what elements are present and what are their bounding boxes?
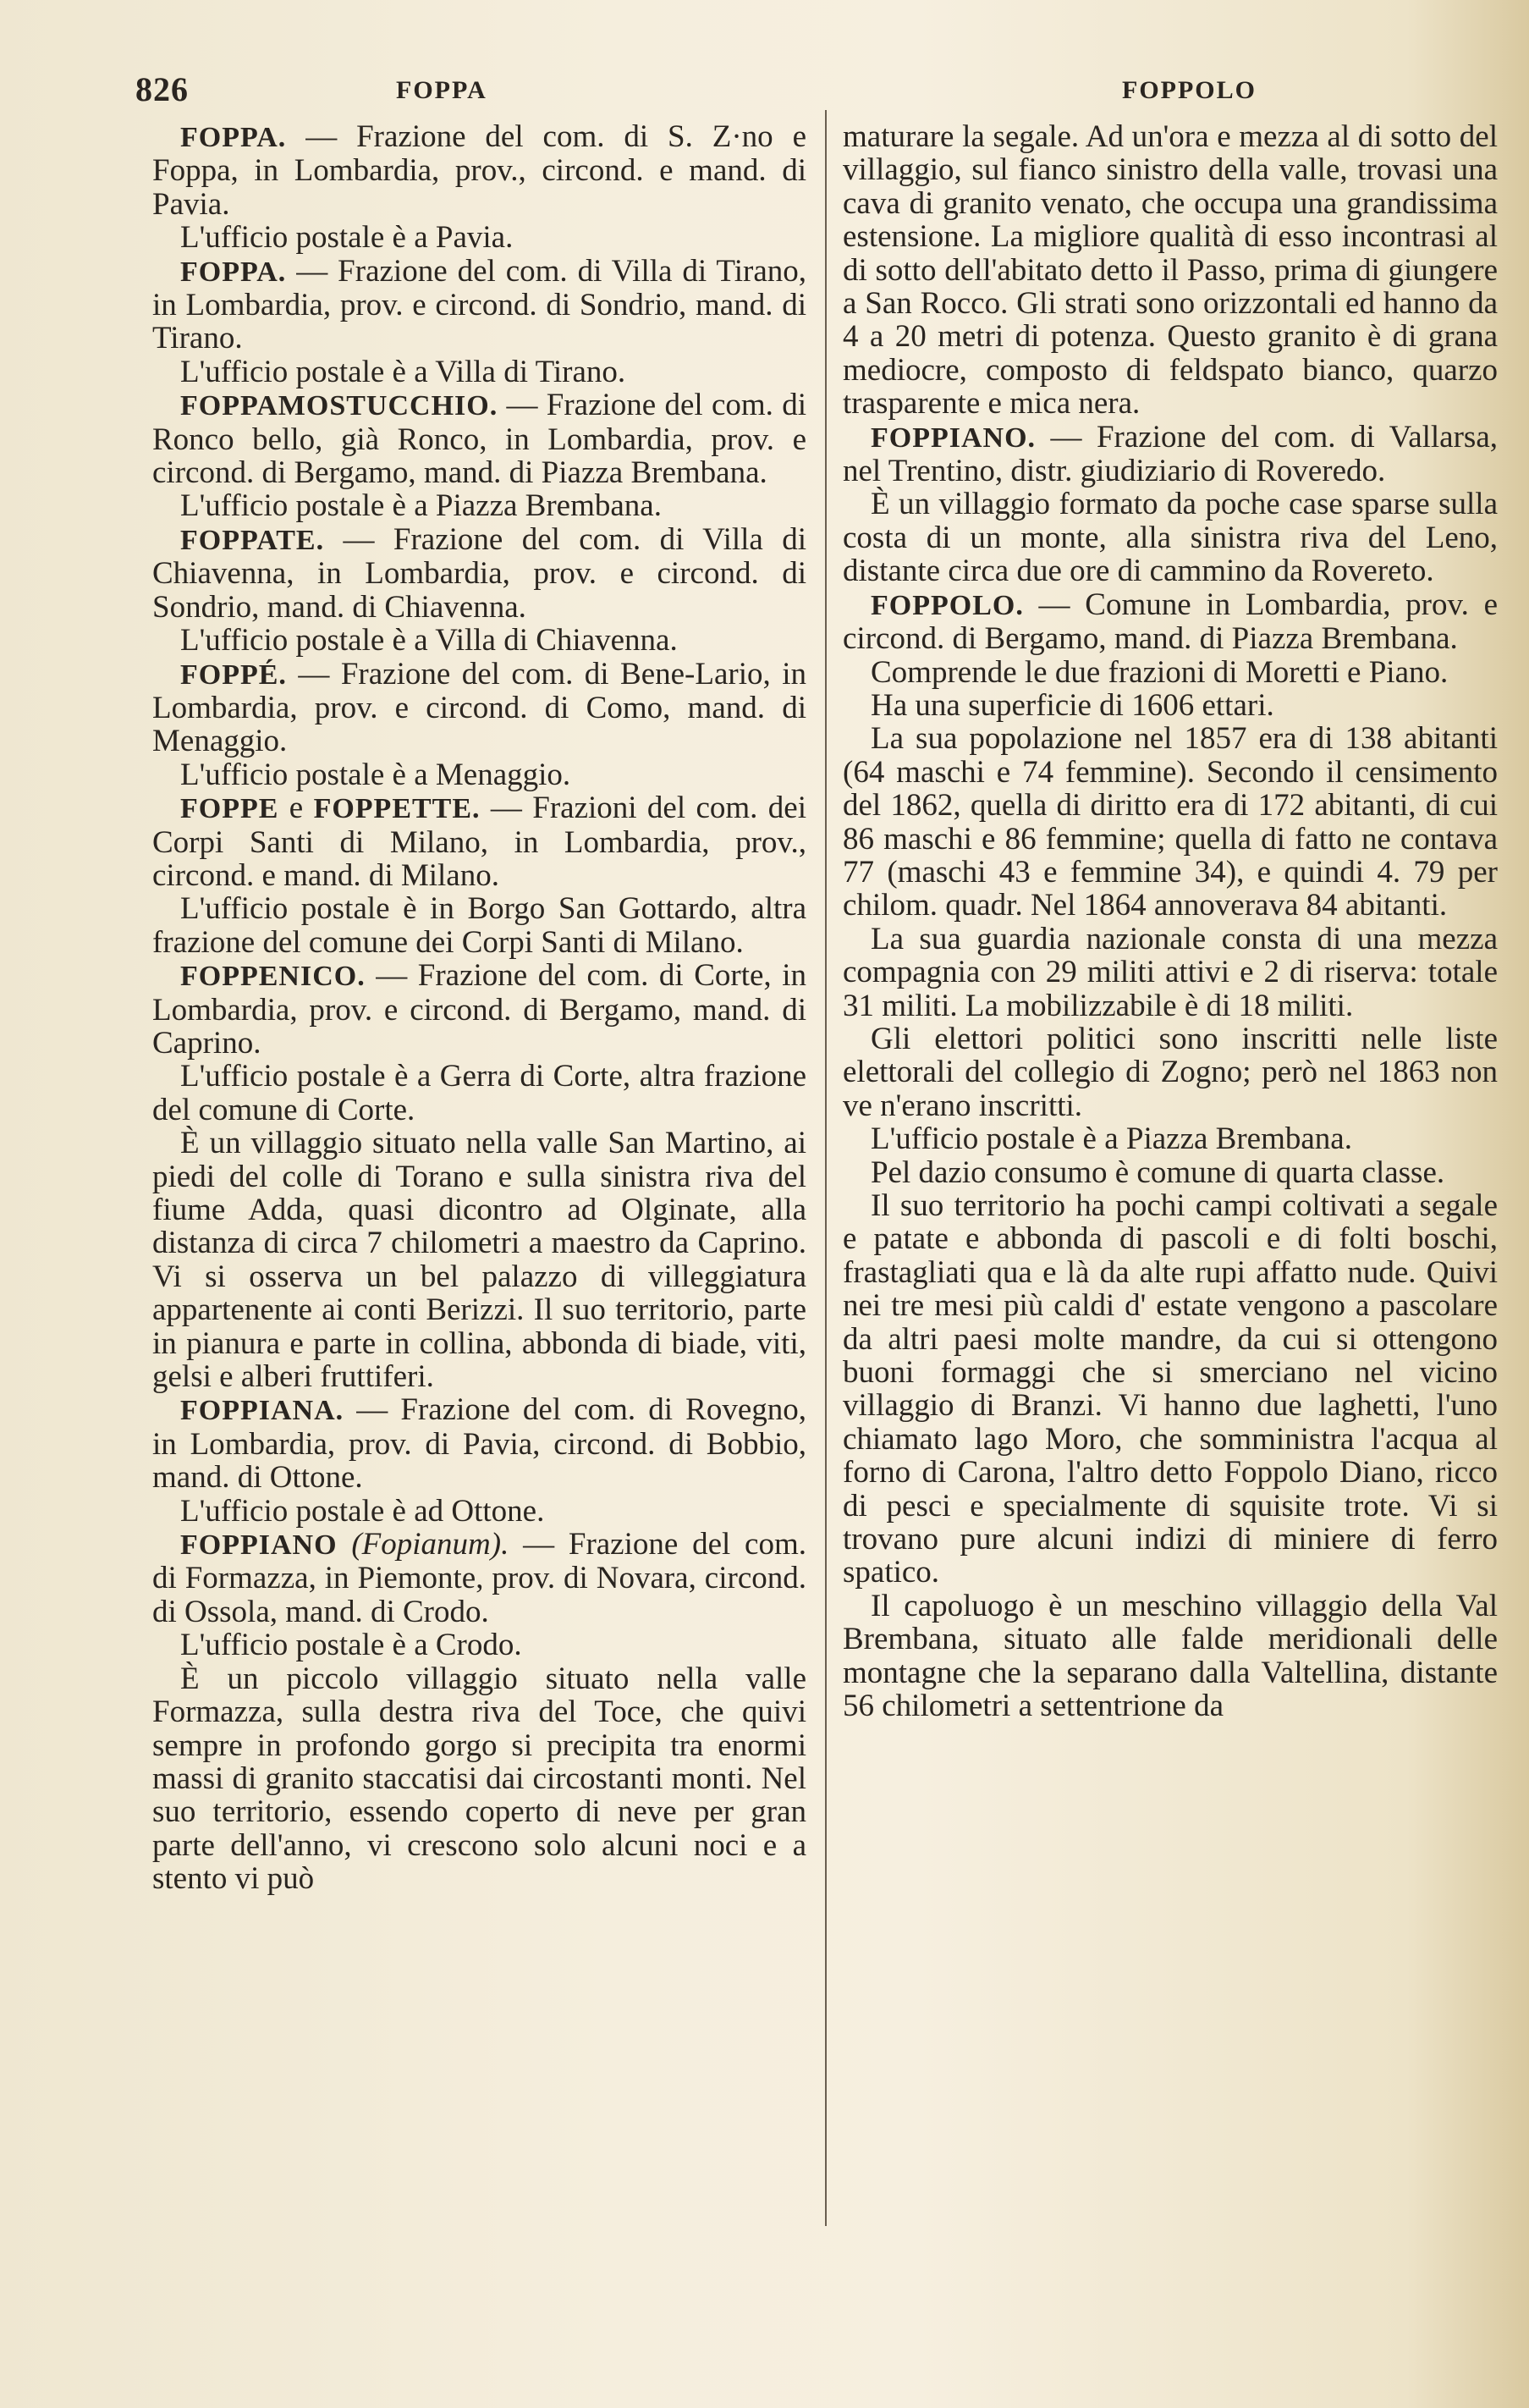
text-paragraph	[152, 1628, 806, 1661]
entry-paragraph	[152, 255, 806, 355]
entry-paragraph	[152, 1528, 806, 1628]
entry-term: FOPPA.	[180, 256, 287, 288]
entry-term: FOPPAMOSTUCCHIO.	[180, 390, 498, 422]
paragraph-text: Comprende le due frazioni di Moretti e Piano.	[871, 654, 1449, 690]
paragraph-text: La sua guardia nazionale consta di una mezza compagnia con 29 militi attivi e 2 di riserva: totale 31 militi. La mobilizzabile è di 18 militi.	[843, 921, 1498, 1023]
entry-term: FOPPIANO.	[871, 422, 1037, 454]
page-number: 826	[135, 70, 189, 108]
text-paragraph	[152, 624, 806, 657]
entry-term: FOPPOLO.	[871, 589, 1024, 621]
paragraph-text: L'ufficio postale è a Piazza Brembana.	[871, 1121, 1352, 1157]
text-paragraph	[152, 355, 806, 388]
paragraph-text: L'ufficio postale è a Crodo.	[180, 1628, 522, 1663]
paragraph-text: L'ufficio postale è a Gerra di Corte, altra frazione del comune di Corte.	[152, 1059, 806, 1127]
paragraph-text: La sua popolazione nel 1857 era di 138 abitanti (64 maschi e 74 femmine). Secondo il censimento del 1862, quella di diritto era di 172 abitanti, di cui 86 maschi e 86 femmine; quella di fatto ne contava 77 (maschi 43 e femmine 34), e quindi 4. 79 per chilom. quadr. Nel 1864 annoverava 84 abitanti.	[843, 721, 1498, 923]
entry-text: — Frazione del com. di Bene-Lario, in Lombardia, prov. e circond. di Como, mand. di Menaggio.	[152, 656, 806, 759]
text-paragraph	[152, 1060, 806, 1127]
text-paragraph	[152, 1662, 806, 1896]
entry-text: — Frazione del com. di Vallarsa, nel Trentino, distr. giudiziario di Roveredo.	[843, 419, 1498, 489]
entry-term: FOPPE	[180, 793, 279, 825]
entry-term: FOPPETTE.	[313, 793, 481, 825]
entry-paragraph	[152, 120, 806, 221]
entry-term: FOPPENICO.	[180, 961, 366, 993]
right-column	[843, 120, 1498, 1723]
entry-text: — Frazione del com. di Villa di Chiavenna, in Lombardia, prov. e circond. di Sondrio, mand. di Chiavenna.	[152, 521, 806, 625]
entry-paragraph	[152, 959, 806, 1060]
text-paragraph	[843, 722, 1498, 922]
text-paragraph	[843, 120, 1498, 421]
paragraph-text: Il suo territorio ha pochi campi coltivati a segale e patate e abbonda di pascoli e di folti boschi, frastagliati qua e là da alte rupi affatto nude. Quivi nei tre mesi più caldi d' estate vengono a pascolare da altri paesi molte mandre, da cui si ottengono buoni formaggi che si smerciano nel vicino villaggio di Branzi. Vi hanno due laghetti, l'uno chiamato lago Moro, che somministra l'acqua al forno di Carona, l'altro detto Foppolo Diano, ricco di pesci e specialmente di squisite trote. Vi si trovano pure alcuni indizi di miniere di ferro spatico.	[843, 1188, 1498, 1590]
entry-term: FOPPÉ.	[180, 658, 287, 691]
text-paragraph	[843, 656, 1498, 689]
paragraph-text: L'ufficio postale è a Villa di Tirano.	[180, 354, 626, 389]
entry-paragraph	[152, 658, 806, 758]
text-paragraph	[843, 1022, 1498, 1122]
text-paragraph	[843, 488, 1498, 587]
entry-text: — Frazioni del com. dei Corpi Santi di Milano, in Lombardia, prov., circond. e mand. di Milano.	[152, 791, 806, 893]
paragraph-text: L'ufficio postale è a Villa di Chiavenna.	[180, 623, 678, 658]
paragraph-text: Gli elettori politici sono inscritti nelle liste elettorali del collegio di Zogno; però nel 1863 non ve n'erano inscritti.	[843, 1021, 1498, 1123]
text-paragraph	[843, 689, 1498, 722]
entry-term: FOPPA.	[180, 122, 287, 153]
text-paragraph	[843, 1122, 1498, 1155]
paragraph-text: L'ufficio postale è a Menaggio.	[180, 757, 571, 792]
entry-text: — Frazione del com. di Ronco bello, già Ronco, in Lombardia, prov. e circond. di Bergamo, mand. di Piazza Brembana.	[152, 388, 806, 491]
entry-text: — Frazione del com. di S. Z·no e Foppa, in Lombardia, prov., circond. e mand. di Pavia.	[152, 119, 806, 222]
text-paragraph	[843, 1189, 1498, 1590]
paragraph-text: È un villaggio situato nella valle San Martino, ai piedi del colle di Torano e sulla sinistra riva del fiume Adda, quasi dicontro ad Olginate, alla distanza di circa 7 chilometri a maestro da Caprino. Vi si osserva un bel palazzo di villeggiatura appartenente ai conti Berizzi. Il suo territorio, parte in pianura e parte in collina, abbonda di biade, viti, gelsi e alberi fruttiferi.	[152, 1126, 806, 1395]
text-paragraph	[152, 489, 806, 522]
text-paragraph	[152, 1495, 806, 1528]
entry-text: — Frazione del com. di Villa di Tirano, in Lombardia, prov. e circond. di Sondrio, mand. di Tirano.	[152, 253, 806, 356]
entry-text: e	[278, 791, 314, 826]
entry-term: FOPPIANA.	[180, 1395, 344, 1427]
page-header	[135, 69, 1489, 112]
entry-paragraph	[843, 421, 1498, 488]
entry-term: FOPPIANO	[180, 1529, 338, 1562]
entry-term: FOPPATE.	[180, 524, 325, 556]
left-running-head: FOPPA	[396, 76, 487, 104]
entry-text: — Frazione del com. di Rovegno, in Lombardia, prov. di Pavia, circond. di Bobbio, mand. di Ottone.	[152, 1392, 806, 1496]
paragraph-text: Ha una superficie di 1606 ettari.	[871, 687, 1274, 723]
entry-paragraph	[152, 388, 806, 489]
paragraph-text: Il capoluogo è un meschino villaggio della Val Brembana, situato alle falde meridionali delle montagne che la separano dalla Valtellina, distante 56 chilometri a settentrione da	[843, 1588, 1498, 1724]
text-paragraph	[152, 1127, 806, 1393]
column-divider	[825, 110, 827, 2226]
entry-paragraph	[152, 791, 806, 892]
entry-paragraph	[152, 1393, 806, 1494]
entry-paragraph	[843, 588, 1498, 656]
text-paragraph	[843, 923, 1498, 1022]
entry-text: — Frazione del com. di Corte, in Lombardia, prov. e circond. di Bergamo, mand. di Caprino.	[152, 958, 806, 1061]
paragraph-text: È un villaggio formato da poche case sparse sulla costa di un monte, alla sinistra riva del Leno, distante circa due ore di cammino da Rovereto.	[843, 487, 1498, 589]
text-paragraph	[152, 758, 806, 791]
text-paragraph	[152, 221, 806, 254]
right-running-head: FOPPOLO	[1122, 76, 1257, 104]
left-column	[152, 120, 806, 1896]
text-paragraph	[843, 1156, 1498, 1189]
entry-text: — Comune in Lombardia, prov. e circond. di Bergamo, mand. di Piazza Brembana.	[843, 587, 1498, 657]
paragraph-text: È un piccolo villaggio situato nella valle Formazza, sulla destra riva del Toce, che quivi sempre in profondo gorgo si precipita tra enormi massi di granito staccatisi dai circostanti monti. Nel suo territorio, essendo coperto di neve per gran parte dell'anno, vi crescono solo alcuni noci e a stento vi può	[152, 1661, 806, 1897]
text-paragraph	[843, 1590, 1498, 1723]
entry-latin-name: (Fopianum).	[351, 1527, 509, 1562]
entry-paragraph	[152, 523, 806, 624]
paragraph-text: maturare la segale. Ad un'ora e mezza al di sotto del villaggio, sul fianco sinistro della valle, trovasi una cava di granito venato, che occupa una grandissima estensione. La migliore qualità di esso incontrasi al di sotto dell'abitato detto il Passo, prima di giungere a San Rocco. Gli strati sono orizzontali ed hanno da 4 a 20 metri di potenza. Questo granito è di grana mediocre, composto di feldspato bianco, quarzo trasparente e mica nera.	[843, 119, 1498, 422]
entry-text: — Frazione del com. di Formazza, in Piemonte, prov. di Novara, circond. di Ossola, mand. di Crodo.	[152, 1527, 807, 1629]
paragraph-text: L'ufficio postale è a Piazza Brembana.	[180, 488, 662, 524]
paragraph-text: Pel dazio consumo è comune di quarta classe.	[871, 1154, 1445, 1190]
paragraph-text: L'ufficio postale è a Pavia.	[180, 220, 514, 256]
paragraph-text: L'ufficio postale è in Borgo San Gottardo, altra frazione del comune dei Corpi Santi di Milano.	[152, 891, 806, 960]
text-paragraph	[152, 892, 806, 959]
paragraph-text: L'ufficio postale è ad Ottone.	[180, 1493, 545, 1529]
